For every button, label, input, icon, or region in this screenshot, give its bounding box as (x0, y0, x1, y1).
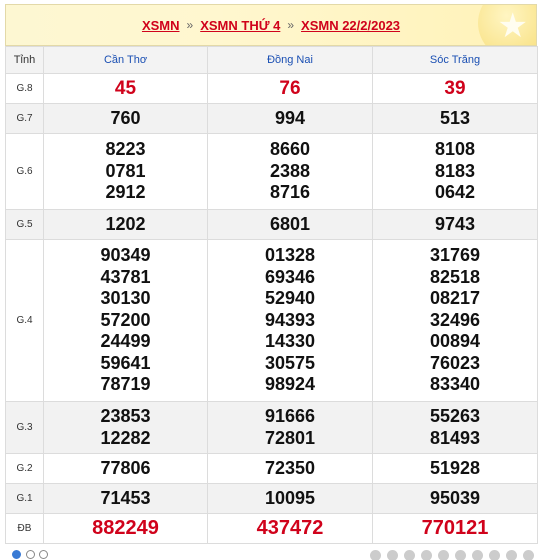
prize-number: 55263 (429, 406, 481, 426)
prize-row (6, 514, 538, 544)
prize-cell (208, 454, 373, 484)
prize-number: 8108 (434, 139, 476, 160)
prize-cell (373, 210, 538, 240)
prize-row (6, 454, 538, 484)
display-options (12, 550, 542, 560)
prize-number: 94393 (264, 309, 316, 330)
prize-cell (373, 484, 538, 514)
prize-number: 2912 (105, 182, 146, 203)
prize-row (6, 240, 538, 402)
prize-cell (44, 454, 208, 484)
prize-number: 59641 (100, 352, 151, 373)
prize-cell (208, 210, 373, 240)
prize-number: 08217 (429, 288, 481, 309)
prize-number: 8223 (105, 139, 146, 160)
prize-number: 513 (439, 107, 471, 128)
digit-filter-dot[interactable] (472, 550, 483, 560)
prize-number: 8183 (434, 160, 476, 181)
prize-number: 39 (444, 77, 466, 99)
prize-number: 52940 (264, 288, 316, 309)
prize-number: 30130 (100, 288, 151, 309)
prize-label: G.7 (6, 104, 44, 134)
prize-number: 91666 (264, 406, 316, 426)
prize-number: 882249 (92, 516, 159, 539)
table-header-row (6, 47, 538, 74)
digit-filter-dot[interactable] (370, 550, 381, 560)
radio-option[interactable] (39, 550, 48, 559)
prize-cell (44, 74, 208, 104)
prize-cell (44, 484, 208, 514)
radio-option[interactable] (26, 550, 35, 559)
digit-filter-dot[interactable] (387, 550, 398, 560)
prize-row (6, 104, 538, 134)
prize-number: 994 (274, 107, 306, 128)
prize-number: 30575 (264, 352, 316, 373)
breadcrumb-link-xsmn-date[interactable]: XSMN 22/2/2023 (301, 17, 401, 33)
prize-cell (373, 104, 538, 134)
prize-number: 00894 (429, 331, 481, 352)
prize-label: G.8 (6, 74, 44, 104)
prize-label: G.4 (6, 240, 44, 402)
digit-filter-dot[interactable] (489, 550, 500, 560)
prize-cell (373, 74, 538, 104)
digit-filter-dot[interactable] (404, 550, 415, 560)
prize-number: 31769 (429, 245, 481, 266)
prize-label: G.6 (6, 134, 44, 210)
prize-number: 24499 (100, 331, 151, 352)
prize-number: 43781 (100, 266, 151, 287)
lottery-results-table (5, 46, 538, 544)
prize-number: 0642 (434, 182, 476, 203)
province-header[interactable]: Cần Thơ (44, 47, 208, 74)
prize-label: G.3 (6, 402, 44, 454)
prize-number: 95039 (429, 487, 481, 508)
prize-label: G.1 (6, 484, 44, 514)
prize-cell (208, 514, 373, 544)
prize-number: 71453 (100, 487, 151, 508)
prize-number: 8660 (269, 139, 311, 160)
prize-cell (373, 402, 538, 454)
prize-number: 72350 (264, 457, 316, 478)
prize-number: 81493 (429, 427, 481, 448)
prize-number: 98924 (264, 374, 316, 395)
digit-filter-dot[interactable] (455, 550, 466, 560)
breadcrumb-separator: » (287, 18, 295, 32)
prize-row (6, 402, 538, 454)
prize-cell (208, 240, 373, 402)
prize-number: 2388 (269, 160, 311, 181)
prize-label: G.2 (6, 454, 44, 484)
prize-cell (44, 104, 208, 134)
digit-filter-dot[interactable] (438, 550, 449, 560)
prize-cell (373, 240, 538, 402)
prize-number: 76023 (429, 352, 481, 373)
prize-number: 76 (279, 77, 301, 99)
prize-cell (373, 514, 538, 544)
prize-number: 12282 (100, 427, 151, 448)
digit-filter (364, 550, 534, 560)
breadcrumb (5, 4, 537, 46)
prize-number: 83340 (429, 374, 481, 395)
prize-cell (44, 402, 208, 454)
prize-cell (373, 454, 538, 484)
prize-number: 77806 (100, 457, 151, 478)
breadcrumb-link-xsmn[interactable]: XSMN (141, 17, 180, 33)
breadcrumb-separator: » (186, 18, 194, 32)
prize-cell (44, 134, 208, 210)
prize-number: 0781 (105, 160, 146, 181)
prize-number: 1202 (105, 213, 146, 234)
digit-filter-dot[interactable] (421, 550, 432, 560)
prize-number: 32496 (429, 309, 481, 330)
prize-cell (208, 484, 373, 514)
star-icon: ★ (497, 6, 528, 46)
prize-cell (373, 134, 538, 210)
prize-row (6, 134, 538, 210)
prize-number: 57200 (100, 309, 151, 330)
prize-number: 82518 (429, 266, 481, 287)
prize-cell (208, 402, 373, 454)
prize-label: G.5 (6, 210, 44, 240)
prize-number: 51928 (429, 457, 481, 478)
prize-number: 760 (110, 107, 141, 128)
prize-cell (208, 104, 373, 134)
prize-number: 72801 (264, 427, 316, 448)
prize-number: 23853 (100, 406, 151, 426)
province-header[interactable]: Sóc Trăng (373, 47, 538, 74)
prize-label: ĐB (6, 514, 44, 544)
prize-number: 10095 (264, 487, 316, 508)
header-province-label: Tỉnh (6, 47, 44, 74)
digit-filter-dot[interactable] (523, 550, 534, 560)
prize-number: 69346 (264, 266, 316, 287)
prize-cell (44, 240, 208, 402)
prize-cell (44, 514, 208, 544)
prize-row (6, 484, 538, 514)
prize-cell (44, 210, 208, 240)
breadcrumb-link-xsmn-thu4[interactable]: XSMN THỨ 4 (200, 17, 281, 33)
prize-number: 90349 (100, 245, 151, 266)
prize-cell (208, 134, 373, 210)
prize-cell (208, 74, 373, 104)
digit-filter-dot[interactable] (506, 550, 517, 560)
prize-number: 78719 (100, 374, 151, 395)
prize-number: 9743 (434, 213, 476, 234)
prize-number: 14330 (264, 331, 316, 352)
province-header[interactable]: Đồng Nai (208, 47, 373, 74)
prize-number: 770121 (421, 516, 489, 539)
prize-number: 437472 (256, 516, 324, 539)
prize-number: 8716 (269, 182, 311, 203)
prize-number: 6801 (269, 213, 311, 234)
radio-option[interactable] (12, 550, 21, 559)
prize-row (6, 74, 538, 104)
prize-number: 01328 (264, 245, 316, 266)
prize-row (6, 210, 538, 240)
prize-number: 45 (114, 77, 137, 99)
